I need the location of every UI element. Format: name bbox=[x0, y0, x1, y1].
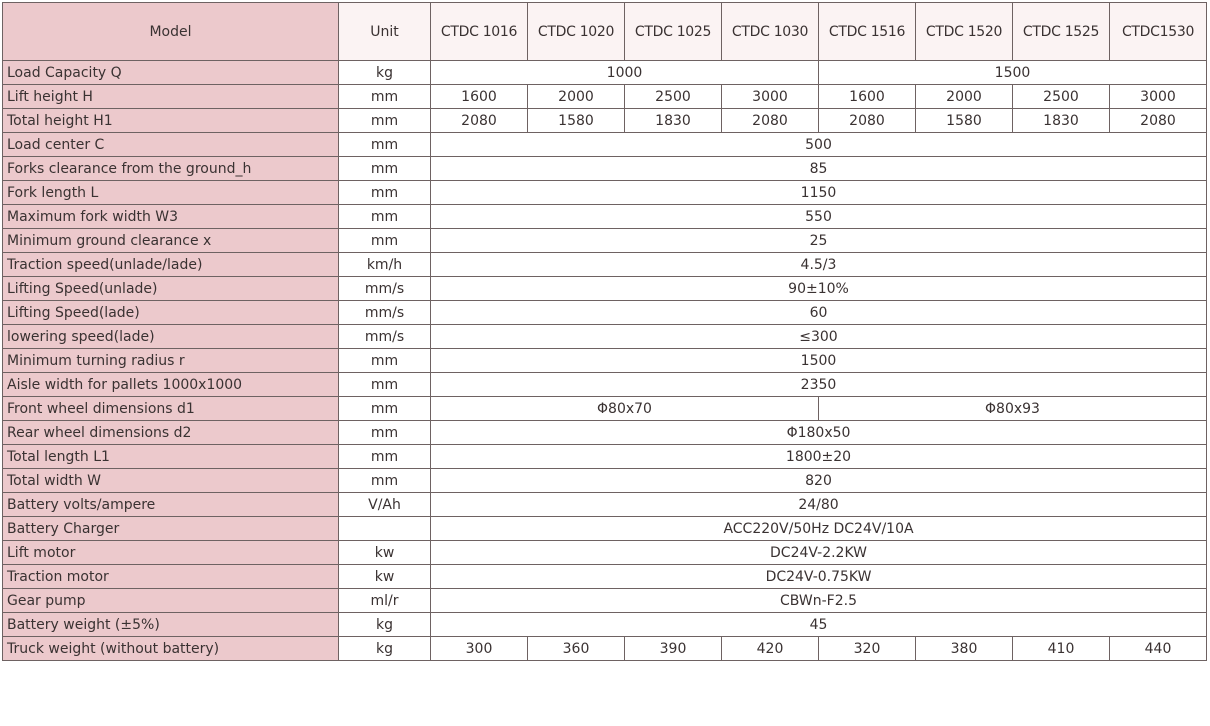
unit-cell: mm bbox=[339, 349, 431, 373]
table-row bbox=[3, 469, 1207, 493]
unit-cell: kg bbox=[339, 61, 431, 85]
unit-cell: mm bbox=[339, 469, 431, 493]
value-cell: 4.5/3 bbox=[431, 253, 1207, 277]
value-cell: 1500 bbox=[431, 349, 1207, 373]
table-row bbox=[3, 301, 1207, 325]
value-cell: DC24V-2.2KW bbox=[431, 541, 1207, 565]
parameter-cell: Maximum fork width W3 bbox=[3, 205, 339, 229]
value-cell: 45 bbox=[431, 613, 1207, 637]
value-cell: DC24V-0.75KW bbox=[431, 565, 1207, 589]
value-cell: 1580 bbox=[916, 109, 1013, 133]
unit-cell: mm bbox=[339, 397, 431, 421]
table-row bbox=[3, 181, 1207, 205]
unit-cell: km/h bbox=[339, 253, 431, 277]
spec-table-body bbox=[3, 61, 1207, 661]
value-cell: 300 bbox=[431, 637, 528, 661]
unit-cell: V/Ah bbox=[339, 493, 431, 517]
model-column-header: CTDC 1525 bbox=[1013, 3, 1110, 61]
parameter-cell: Total width W bbox=[3, 469, 339, 493]
table-row bbox=[3, 565, 1207, 589]
value-cell: 2080 bbox=[431, 109, 528, 133]
table-row bbox=[3, 325, 1207, 349]
parameter-cell: Minimum ground clearance x bbox=[3, 229, 339, 253]
value-cell: ≤300 bbox=[431, 325, 1207, 349]
spec-table bbox=[2, 2, 1207, 661]
unit-cell: mm bbox=[339, 229, 431, 253]
model-column-header: CTDC 1020 bbox=[528, 3, 625, 61]
unit-cell: mm bbox=[339, 373, 431, 397]
unit-header: Unit bbox=[339, 3, 431, 61]
value-cell: 360 bbox=[528, 637, 625, 661]
value-cell: 90±10% bbox=[431, 277, 1207, 301]
header-row bbox=[3, 3, 1207, 61]
value-cell: 410 bbox=[1013, 637, 1110, 661]
parameter-cell: Front wheel dimensions d1 bbox=[3, 397, 339, 421]
value-cell: 1800±20 bbox=[431, 445, 1207, 469]
unit-cell: mm/s bbox=[339, 301, 431, 325]
value-cell: 380 bbox=[916, 637, 1013, 661]
parameter-cell: Aisle width for pallets 1000x1000 bbox=[3, 373, 339, 397]
table-row bbox=[3, 541, 1207, 565]
value-cell: ACC220V/50Hz DC24V/10A bbox=[431, 517, 1207, 541]
parameter-cell: Truck weight (without battery) bbox=[3, 637, 339, 661]
table-row bbox=[3, 205, 1207, 229]
parameter-cell: Lifting Speed(lade) bbox=[3, 301, 339, 325]
parameter-cell: Fork length L bbox=[3, 181, 339, 205]
table-row bbox=[3, 421, 1207, 445]
parameter-cell: Traction motor bbox=[3, 565, 339, 589]
parameter-cell: Battery weight (±5%) bbox=[3, 613, 339, 637]
parameter-cell: Forks clearance from the ground_h bbox=[3, 157, 339, 181]
table-row bbox=[3, 277, 1207, 301]
value-cell: CBWn-F2.5 bbox=[431, 589, 1207, 613]
unit-cell bbox=[339, 517, 431, 541]
model-column-header: CTDC 1016 bbox=[431, 3, 528, 61]
parameter-cell: Lift motor bbox=[3, 541, 339, 565]
model-column-header: CTDC 1025 bbox=[625, 3, 722, 61]
value-cell: Φ80x93 bbox=[819, 397, 1207, 421]
value-cell: 2000 bbox=[528, 85, 625, 109]
table-row bbox=[3, 85, 1207, 109]
parameter-cell: Load Capacity Q bbox=[3, 61, 339, 85]
value-cell: 1150 bbox=[431, 181, 1207, 205]
value-cell: 1500 bbox=[819, 61, 1207, 85]
value-cell: Φ80x70 bbox=[431, 397, 819, 421]
unit-cell: kw bbox=[339, 565, 431, 589]
value-cell: 2000 bbox=[916, 85, 1013, 109]
value-cell: 3000 bbox=[722, 85, 819, 109]
value-cell: 25 bbox=[431, 229, 1207, 253]
table-row bbox=[3, 229, 1207, 253]
value-cell: 2500 bbox=[1013, 85, 1110, 109]
table-row bbox=[3, 349, 1207, 373]
value-cell: 2500 bbox=[625, 85, 722, 109]
parameter-cell: Total length L1 bbox=[3, 445, 339, 469]
parameter-cell: Load center C bbox=[3, 133, 339, 157]
unit-cell: mm bbox=[339, 109, 431, 133]
parameter-cell: lowering speed(lade) bbox=[3, 325, 339, 349]
value-cell: 1580 bbox=[528, 109, 625, 133]
value-cell: 60 bbox=[431, 301, 1207, 325]
value-cell: 3000 bbox=[1110, 85, 1207, 109]
table-row bbox=[3, 253, 1207, 277]
table-row bbox=[3, 373, 1207, 397]
unit-cell: mm bbox=[339, 133, 431, 157]
value-cell: 2080 bbox=[1110, 109, 1207, 133]
unit-cell: kw bbox=[339, 541, 431, 565]
parameter-cell: Gear pump bbox=[3, 589, 339, 613]
value-cell: 420 bbox=[722, 637, 819, 661]
table-row bbox=[3, 589, 1207, 613]
value-cell: 550 bbox=[431, 205, 1207, 229]
unit-cell: mm bbox=[339, 181, 431, 205]
unit-cell: mm bbox=[339, 421, 431, 445]
table-row bbox=[3, 517, 1207, 541]
parameter-cell: Total height H1 bbox=[3, 109, 339, 133]
parameter-cell: Battery volts/ampere bbox=[3, 493, 339, 517]
parameter-cell: Lift height H bbox=[3, 85, 339, 109]
unit-cell: kg bbox=[339, 637, 431, 661]
value-cell: 2350 bbox=[431, 373, 1207, 397]
value-cell: 1600 bbox=[819, 85, 916, 109]
table-row bbox=[3, 133, 1207, 157]
value-cell: 820 bbox=[431, 469, 1207, 493]
model-column-header: CTDC 1030 bbox=[722, 3, 819, 61]
model-column-header: CTDC1530 bbox=[1110, 3, 1207, 61]
table-row bbox=[3, 109, 1207, 133]
parameter-cell: Battery Charger bbox=[3, 517, 339, 541]
unit-cell: ml/r bbox=[339, 589, 431, 613]
table-row bbox=[3, 613, 1207, 637]
table-row bbox=[3, 157, 1207, 181]
value-cell: 320 bbox=[819, 637, 916, 661]
table-row bbox=[3, 493, 1207, 517]
value-cell: 1830 bbox=[625, 109, 722, 133]
value-cell: Φ180x50 bbox=[431, 421, 1207, 445]
table-row bbox=[3, 397, 1207, 421]
model-column-header: CTDC 1520 bbox=[916, 3, 1013, 61]
table-row bbox=[3, 637, 1207, 661]
value-cell: 24/80 bbox=[431, 493, 1207, 517]
model-header: Model bbox=[3, 3, 339, 61]
value-cell: 500 bbox=[431, 133, 1207, 157]
unit-cell: mm bbox=[339, 157, 431, 181]
unit-cell: mm/s bbox=[339, 277, 431, 301]
value-cell: 440 bbox=[1110, 637, 1207, 661]
value-cell: 85 bbox=[431, 157, 1207, 181]
parameter-cell: Traction speed(unlade/lade) bbox=[3, 253, 339, 277]
unit-cell: mm/s bbox=[339, 325, 431, 349]
value-cell: 2080 bbox=[819, 109, 916, 133]
table-row bbox=[3, 61, 1207, 85]
parameter-cell: Rear wheel dimensions d2 bbox=[3, 421, 339, 445]
parameter-cell: Minimum turning radius r bbox=[3, 349, 339, 373]
value-cell: 2080 bbox=[722, 109, 819, 133]
unit-cell: mm bbox=[339, 85, 431, 109]
value-cell: 1600 bbox=[431, 85, 528, 109]
table-row bbox=[3, 445, 1207, 469]
unit-cell: kg bbox=[339, 613, 431, 637]
unit-cell: mm bbox=[339, 205, 431, 229]
value-cell: 1830 bbox=[1013, 109, 1110, 133]
value-cell: 390 bbox=[625, 637, 722, 661]
parameter-cell: Lifting Speed(unlade) bbox=[3, 277, 339, 301]
unit-cell: mm bbox=[339, 445, 431, 469]
value-cell: 1000 bbox=[431, 61, 819, 85]
model-column-header: CTDC 1516 bbox=[819, 3, 916, 61]
